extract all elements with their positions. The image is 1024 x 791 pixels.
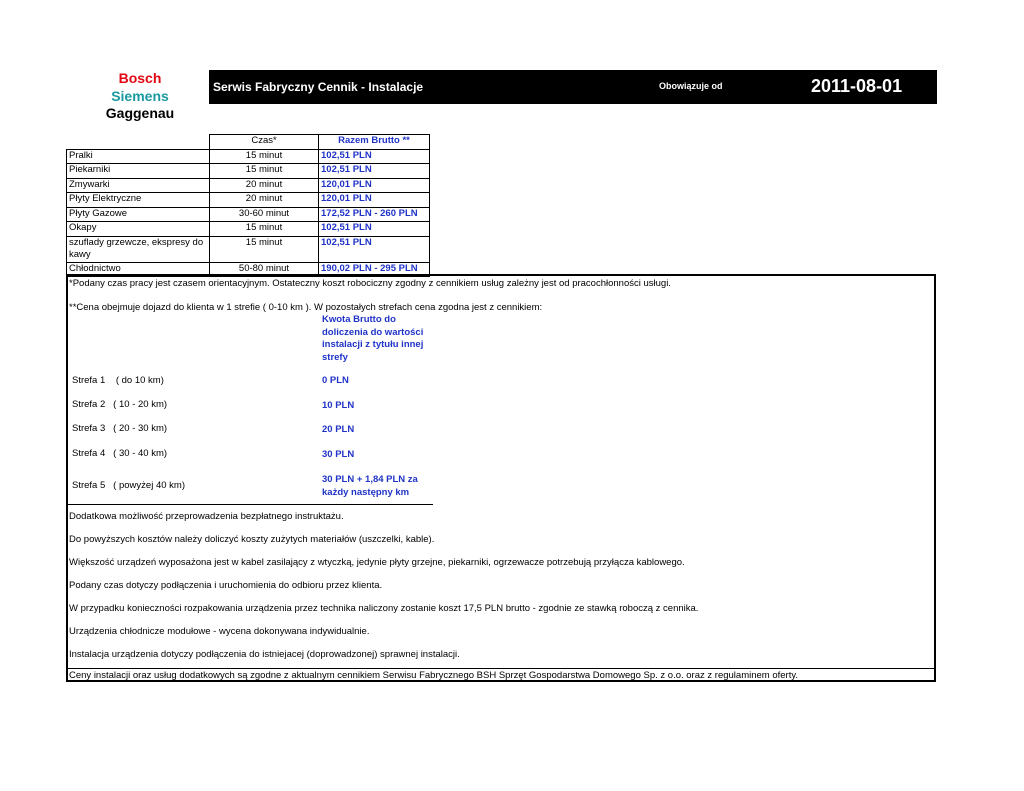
device-cell: Zmywarki	[67, 178, 210, 193]
table-row	[67, 236, 430, 262]
brand-gaggenau: Gaggenau	[105, 105, 175, 121]
time-cell: 50-80 minut	[210, 262, 319, 277]
price-cell: 120,01 PLN	[319, 193, 430, 208]
zone-label: Strefa 3 ( 20 - 30 km)	[72, 423, 168, 434]
zone-label: Strefa 2 ( 10 - 20 km)	[72, 399, 168, 410]
table-row	[67, 178, 430, 193]
device-cell: Płyty Gazowe	[67, 207, 210, 222]
brand-siemens: Siemens	[111, 88, 169, 104]
price-cell: 102,51 PLN	[319, 236, 430, 262]
price-cell: 190,02 PLN - 295 PLN	[319, 262, 430, 277]
zone-header: Kwota Brutto do doliczenia do wartości instalacji z tytułu innej strefy	[322, 314, 424, 363]
table-row	[67, 164, 430, 179]
device-cell: szuflady grzewcze, ekspresy do kawy	[67, 236, 210, 262]
zone-value: 20 PLN	[322, 424, 355, 435]
brand-bosch: Bosch	[118, 70, 162, 86]
notes-box	[66, 274, 936, 682]
price-note: **Cena obejmuje dojazd do klienta w 1 strefie ( 0-10 km ). W pozostałych strefach cena zgodna jest z cennikiem:	[69, 302, 543, 313]
time-cell: 15 minut	[210, 149, 319, 164]
divider	[68, 504, 433, 505]
time-cell: 20 minut	[210, 178, 319, 193]
price-cell: 120,01 PLN	[319, 178, 430, 193]
zone-label: Strefa 4 ( 30 - 40 km)	[72, 448, 168, 459]
table-row	[67, 207, 430, 222]
device-cell: Okapy	[67, 222, 210, 237]
table-header-row	[67, 135, 430, 150]
additional-note: Instalacja urządzenia dotyczy podłączenia do istniejacej (doprowadzonej) sprawnej instalacji.	[69, 649, 460, 660]
zone-value: 30 PLN + 1,84 PLN za każdy następny km	[322, 474, 418, 498]
zone-value: 30 PLN	[322, 449, 355, 460]
device-cell: Pralki	[67, 149, 210, 164]
additional-note: Do powyższych kosztów należy doliczyć koszty zużytych materiałów (uszczelki, kable).	[69, 534, 435, 545]
valid-from-label: Obowiązuje od	[659, 81, 723, 91]
time-cell: 20 minut	[210, 193, 319, 208]
additional-note: Urządzenia chłodnicze modułowe - wycena dokonywana indywidualnie.	[69, 626, 370, 637]
device-cell: Chłodnictwo	[67, 262, 210, 277]
additional-note: Podany czas dotyczy podłączenia i uruchomienia do odbioru przez klienta.	[69, 580, 383, 591]
divider	[68, 668, 934, 669]
price-cell: 102,51 PLN	[319, 164, 430, 179]
zone-value: 10 PLN	[322, 400, 355, 411]
price-cell: 172,52 PLN - 260 PLN	[319, 207, 430, 222]
time-cell: 30-60 minut	[210, 207, 319, 222]
zone-label: Strefa 5 ( powyżej 40 km)	[72, 480, 185, 491]
price-cell: 102,51 PLN	[319, 222, 430, 237]
device-cell: Piekarniki	[67, 164, 210, 179]
table-header-price: Razem Brutto **	[319, 135, 430, 150]
additional-note: Większość urządzeń wyposażona jest w kabel zasilający z wtyczką, jedynie płyty grzejne, piekarniki, ogrzewacze potrzebują przyłącza kablowego.	[69, 557, 685, 568]
table-row	[67, 193, 430, 208]
additional-note: Ceny instalacji oraz usług dodatkowych są zgodne z aktualnym cennikiem Serwisu Fabrycznego BSH Sprzęt Gospodarstwa Domowego Sp. z o.o. oraz z regulaminem oferty.	[69, 670, 799, 681]
table-row	[67, 222, 430, 237]
price-cell: 102,51 PLN	[319, 149, 430, 164]
time-cell: 15 minut	[210, 236, 319, 262]
header-bar	[209, 70, 937, 104]
table-header-time: Czas*	[210, 135, 319, 150]
time-cell: 15 minut	[210, 164, 319, 179]
device-cell: Płyty Elektryczne	[67, 193, 210, 208]
zone-label: Strefa 1 ( do 10 km)	[72, 375, 164, 386]
price-table	[66, 134, 430, 277]
time-cell: 15 minut	[210, 222, 319, 237]
time-note: *Podany czas pracy jest czasem orientacyjnym. Ostateczny koszt robociczny zgodny z cennikiem usług zależny jest od pracochłonności usługi.	[69, 278, 671, 289]
additional-note: Dodatkowa możliwość przeprowadzenia bezpłatnego instruktażu.	[69, 511, 344, 522]
valid-from-date: 2011-08-01	[811, 76, 903, 96]
page-title: Serwis Fabryczny Cennik - Instalacje	[213, 80, 424, 94]
zone-value: 0 PLN	[322, 375, 349, 386]
additional-note: W przypadku konieczności rozpakowania urządzenia przez technika naliczony zostanie koszt 17,5 PLN brutto - zgodnie ze stawką roboczą z cennika.	[69, 603, 699, 614]
table-row	[67, 149, 430, 164]
table-header-device	[67, 135, 210, 150]
